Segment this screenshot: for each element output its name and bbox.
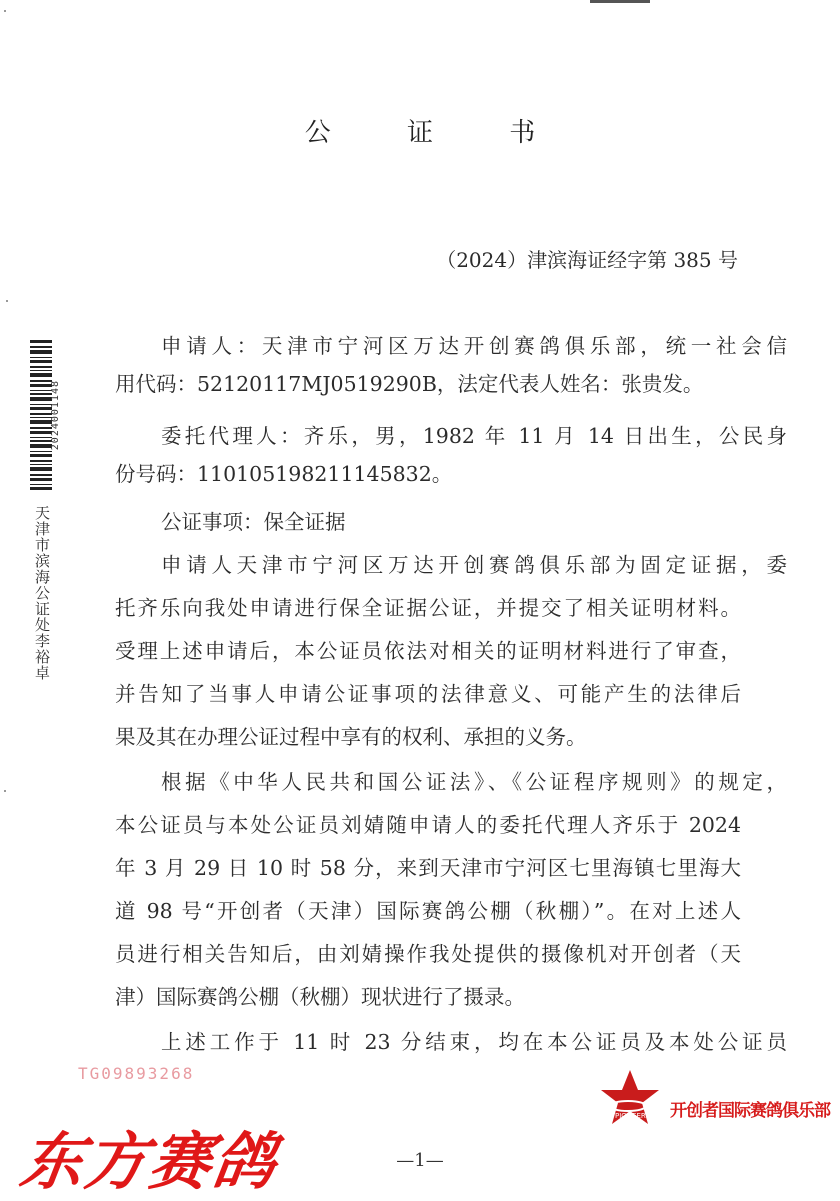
line: 用代码：52120117MJ0519290B，法定代表人姓名：张贵发。 [115, 372, 704, 396]
top-edge-mark [590, 0, 650, 3]
line: 受理上述申请后，本公证员依法对相关的证明材料进行了审查， [115, 639, 741, 663]
line: 份号码：110105198211145832。 [115, 462, 453, 486]
paragraph-agent [115, 417, 787, 455]
scan-speck [4, 10, 6, 12]
line: 上述工作于 11 时 23 分结束，均在本公证员及本处公证员 [161, 1030, 787, 1054]
serial-number: TG09893268 [78, 1064, 195, 1083]
line: 员进行相关告知后，由刘婧操作我处提供的摄像机对开创者（天 [115, 942, 741, 966]
club-logo-text: PIONEER [615, 1112, 646, 1120]
document-title: 公 证 书 [304, 118, 570, 148]
line: 委托代理人：齐乐，男，1982 年 11 月 14 日出生，公民身 [161, 424, 787, 448]
line: 托齐乐向我处申请进行保全证据公证，并提交了相关证明材料。 [115, 596, 741, 620]
line: 本公证员与本处公证员刘婧随申请人的委托代理人齐乐于 2024 [115, 813, 741, 837]
line: 津）国际赛鸽公棚（秋棚）现状进行了摄录。 [115, 985, 525, 1009]
paragraph-body-2 [115, 763, 787, 801]
watermark-logo-text: 东方赛鸽 [16, 1125, 283, 1198]
notary-office-annotation: 天津市滨海公证处李裕卓 [33, 505, 51, 681]
line: 公证事项：保全证据 [161, 510, 346, 534]
document-number: （2024）津滨海证经字第 385 号 [436, 248, 738, 272]
line: 根据《中华人民共和国公证法》、《公证程序规则》的规定， [161, 770, 787, 794]
scan-speck [4, 790, 6, 792]
line: 申请人：天津市宁河区万达开创赛鸽俱乐部，统一社会信 [161, 334, 787, 358]
paragraph-body-1 [115, 546, 787, 584]
paragraph-body-1-cont [115, 589, 741, 756]
paragraph-applicant-cont [115, 365, 741, 403]
scan-speck [6, 300, 8, 302]
paragraph-matter [115, 503, 787, 541]
club-name: 开创者国际赛鸽俱乐部 [670, 1101, 830, 1121]
paragraph-body-3 [115, 1023, 787, 1061]
line: 道 98 号“开创者（天津）国际赛鸽公棚（秋棚）”。在对上述人 [115, 899, 741, 923]
club-star-logo-icon [595, 1068, 665, 1128]
page-number: —1— [396, 1150, 444, 1171]
barcode-graphic [30, 340, 52, 490]
line: 申请人天津市宁河区万达开创赛鸽俱乐部为固定证据，委 [161, 553, 787, 577]
paragraph-agent-cont [115, 455, 741, 493]
line: 果及其在办理公证过程中享有的权利、承担的义务。 [115, 725, 587, 749]
line: 年 3 月 29 日 10 时 58 分，来到天津市宁河区七里海镇七里海大 [115, 856, 741, 880]
line: 并告知了当事人申请公证事项的法律意义、可能产生的法律后 [115, 682, 741, 706]
paragraph-body-2-cont [115, 806, 741, 1016]
barcode-number: 2024001148 [50, 380, 61, 451]
paragraph-applicant [115, 327, 787, 365]
